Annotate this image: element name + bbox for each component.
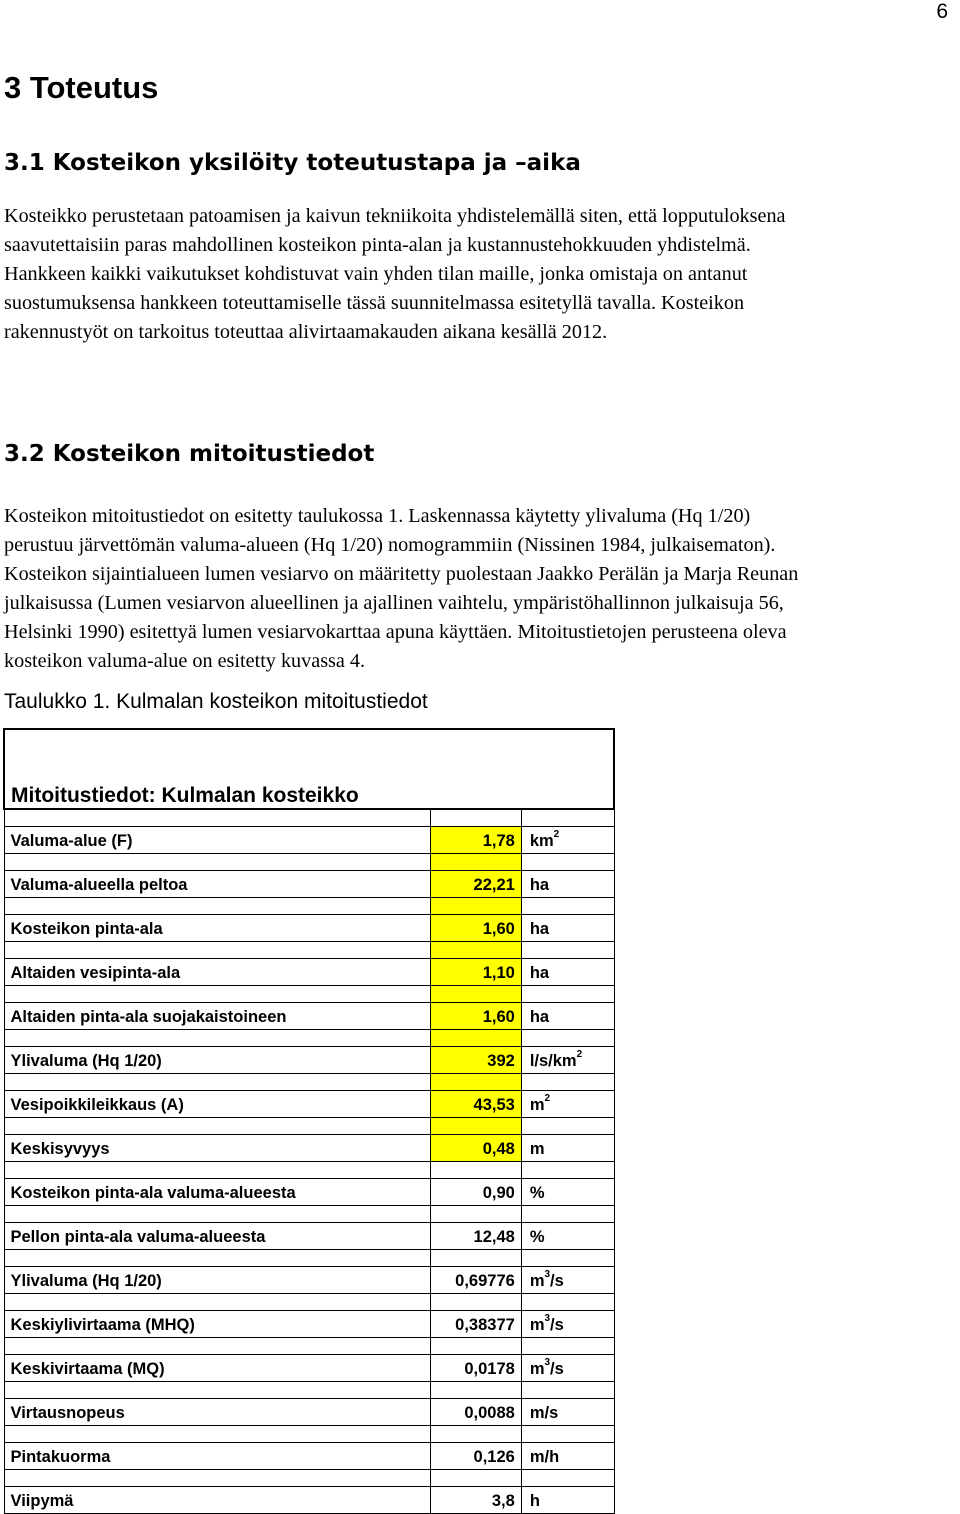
unit-text: m — [529, 1272, 545, 1290]
paragraph-toteutustapa — [4, 202, 958, 347]
spacer-cell — [521, 1470, 614, 1487]
row-spacer — [4, 1162, 614, 1179]
row-spacer — [4, 1338, 614, 1355]
unit-text: % — [529, 1228, 545, 1246]
row-value: 1,60 — [431, 915, 522, 942]
row-value: 0,69776 — [431, 1267, 522, 1294]
row-label: Vesipoikkileikkaus (A) — [4, 1091, 431, 1118]
unit-suffix: /s — [550, 1360, 564, 1378]
spacer-cell — [4, 942, 431, 959]
spacer-cell — [521, 854, 614, 871]
paragraph-line: julkaisussa (Lumen vesiarvon alueellinen ja ajallinen vaihtelu, ympäristöhallinnon julkaisuja 56, — [4, 592, 784, 614]
paragraph-line: Kosteikon mitoitustiedot on esitetty taulukossa 1. Laskennassa käytetty ylivaluma (Hq 1/20) — [4, 505, 751, 527]
row-unit — [521, 959, 614, 986]
unit-text: m/s — [529, 1404, 559, 1422]
table-row — [4, 959, 614, 986]
spacer-cell — [431, 942, 522, 959]
row-label: Kosteikon pinta-ala — [4, 915, 431, 942]
row-value: 12,48 — [431, 1223, 522, 1250]
row-unit — [521, 1443, 614, 1470]
unit-text: % — [529, 1184, 545, 1202]
spacer-cell — [431, 1338, 522, 1355]
row-spacer — [4, 942, 614, 959]
spacer-cell — [431, 898, 522, 915]
spacer-cell — [521, 1162, 614, 1179]
spacer-cell — [521, 1338, 614, 1355]
spacer-cell — [431, 1250, 522, 1267]
table-row — [4, 1443, 614, 1470]
row-unit — [521, 1047, 614, 1074]
unit-suffix: /s — [550, 1316, 564, 1334]
row-label: Ylivaluma (Hq 1/20) — [4, 1267, 431, 1294]
spacer-cell — [431, 1162, 522, 1179]
table-row — [4, 915, 614, 942]
unit-exponent: 3 — [544, 1269, 551, 1280]
table-header: Mitoitustiedot: Kulmalan kosteikko — [4, 729, 614, 809]
table-row — [4, 1091, 614, 1118]
spacer-cell — [4, 986, 431, 1003]
row-label: Altaiden vesipinta-ala — [4, 959, 431, 986]
spacer-cell — [431, 1030, 522, 1047]
spacer-cell — [431, 986, 522, 1003]
unit-text: m — [529, 1316, 545, 1334]
row-spacer — [4, 898, 614, 915]
row-label: Kosteikon pinta-ala valuma-alueesta — [4, 1179, 431, 1206]
unit-text: m — [529, 1140, 545, 1158]
paragraph-line: rakennustyöt on tarkoitus toteuttaa alivirtaamakauden aikana kesällä 2012. — [4, 321, 608, 343]
spacer-cell — [521, 809, 614, 827]
row-label: Keskivirtaama (MQ) — [4, 1355, 431, 1382]
table-row — [4, 1179, 614, 1206]
table-row — [4, 1355, 614, 1382]
spacer-cell — [521, 942, 614, 959]
row-label: Pellon pinta-ala valuma-alueesta — [4, 1223, 431, 1250]
row-unit — [521, 827, 614, 854]
spacer-cell — [4, 809, 431, 827]
table-row — [4, 1311, 614, 1338]
spacer-cell — [431, 1426, 522, 1443]
row-spacer — [4, 1294, 614, 1311]
row-value: 0,0088 — [431, 1399, 522, 1426]
table-row — [4, 1003, 614, 1030]
row-unit — [521, 1135, 614, 1162]
spacer-cell — [4, 1030, 431, 1047]
unit-exponent: 3 — [544, 1313, 551, 1324]
row-unit — [521, 1179, 614, 1206]
row-unit — [521, 1355, 614, 1382]
spacer-cell — [4, 1338, 431, 1355]
spacer-cell — [4, 1074, 431, 1091]
spacer-cell — [4, 1250, 431, 1267]
row-label: Keskisyvyys — [4, 1135, 431, 1162]
table-row — [4, 1047, 614, 1074]
section-title-3-1: 3.1 Kosteikon yksilöity toteutustapa ja –aika — [4, 150, 581, 176]
spacer-cell — [4, 1162, 431, 1179]
row-value: 392 — [431, 1047, 522, 1074]
row-spacer — [4, 1426, 614, 1443]
page-number: 6 — [936, 0, 948, 23]
spacer-cell — [431, 1294, 522, 1311]
row-unit — [521, 871, 614, 898]
paragraph-line: perustuu järvettömän valuma-alueen (Hq 1/20) nomogrammiin (Nissinen 1984, julkaisematon). — [4, 534, 776, 556]
row-value: 0,126 — [431, 1443, 522, 1470]
table-header-row — [4, 729, 614, 809]
spacer-cell — [431, 809, 522, 827]
spacer-cell — [521, 1294, 614, 1311]
chapter-title: 3 Toteutus — [4, 70, 159, 105]
spacer-cell — [431, 1470, 522, 1487]
row-value: 43,53 — [431, 1091, 522, 1118]
spacer-cell — [4, 1294, 431, 1311]
row-label: Valuma-alueella peltoa — [4, 871, 431, 898]
paragraph-mitoitustiedot — [4, 502, 958, 676]
spacer-cell — [521, 1206, 614, 1223]
spacer-cell — [521, 1426, 614, 1443]
table-row — [4, 1487, 614, 1514]
row-value: 3,8 — [431, 1487, 522, 1514]
spacer-cell — [4, 1470, 431, 1487]
paragraph-line: Helsinki 1990) esitettyä lumen vesiarvokarttaa apuna käyttäen. Mitoitustietojen perusteena oleva — [4, 621, 787, 643]
row-spacer — [4, 1382, 614, 1399]
unit-text: ha — [529, 876, 550, 894]
row-value: 0,0178 — [431, 1355, 522, 1382]
paragraph-line: Kosteikon sijaintialueen lumen vesiarvo on määritetty puolestaan Jaakko Perälän ja Marja Reunan — [4, 563, 799, 585]
row-unit — [521, 1003, 614, 1030]
spacer-cell — [4, 1118, 431, 1135]
unit-text: m — [529, 1360, 545, 1378]
row-unit — [521, 915, 614, 942]
unit-text: m — [529, 1096, 545, 1114]
paragraph-line: Hankkeen kaikki vaikutukset kohdistuvat vain yhden tilan maille, jonka omistaja on antanut — [4, 263, 748, 285]
spacer-cell — [521, 1382, 614, 1399]
row-label: Ylivaluma (Hq 1/20) — [4, 1047, 431, 1074]
row-label: Altaiden pinta-ala suojakaistoineen — [4, 1003, 431, 1030]
paragraph-line: suostumuksensa hankkeen toteuttamiselle tässä suunnitelmassa esitetyllä tavalla. Kosteikon — [4, 292, 745, 314]
row-value: 0,38377 — [431, 1311, 522, 1338]
row-value: 1,60 — [431, 1003, 522, 1030]
row-unit — [521, 1091, 614, 1118]
row-spacer — [4, 809, 614, 827]
spacer-cell — [521, 1250, 614, 1267]
spacer-cell — [4, 1426, 431, 1443]
unit-text: ha — [529, 920, 550, 938]
spacer-cell — [4, 898, 431, 915]
row-spacer — [4, 854, 614, 871]
paragraph-line: kosteikon valuma-alue on esitetty kuvassa 4. — [4, 650, 366, 672]
unit-exponent: 2 — [544, 1093, 551, 1104]
row-label: Keskiylivirtaama (MHQ) — [4, 1311, 431, 1338]
unit-text: ha — [529, 964, 550, 982]
dimensions-table — [3, 728, 615, 1514]
spacer-cell — [431, 854, 522, 871]
table-row — [4, 1223, 614, 1250]
spacer-cell — [431, 1074, 522, 1091]
row-unit — [521, 1311, 614, 1338]
spacer-cell — [4, 1382, 431, 1399]
unit-exponent: 2 — [576, 1049, 583, 1060]
row-spacer — [4, 1118, 614, 1135]
table-row — [4, 1399, 614, 1426]
spacer-cell — [521, 1074, 614, 1091]
row-value: 0,48 — [431, 1135, 522, 1162]
spacer-cell — [521, 1030, 614, 1047]
spacer-cell — [4, 854, 431, 871]
row-unit — [521, 1399, 614, 1426]
unit-text: ha — [529, 1008, 550, 1026]
table-row — [4, 1135, 614, 1162]
unit-text: km — [529, 832, 554, 850]
row-value: 0,90 — [431, 1179, 522, 1206]
spacer-cell — [521, 1118, 614, 1135]
row-unit — [521, 1267, 614, 1294]
paragraph-line: saavutettaisiin paras mahdollinen kosteikon pinta-alan ja kustannustehokkuuden yhdistelmä. — [4, 234, 751, 256]
section-title-3-2: 3.2 Kosteikon mitoitustiedot — [4, 441, 375, 467]
unit-text: m/h — [529, 1448, 560, 1466]
row-label: Pintakuorma — [4, 1443, 431, 1470]
unit-suffix: /s — [550, 1272, 564, 1290]
table-row — [4, 871, 614, 898]
row-value: 1,78 — [431, 827, 522, 854]
table-caption: Taulukko 1. Kulmalan kosteikon mitoitustiedot — [4, 690, 428, 713]
spacer-cell — [521, 898, 614, 915]
spacer-cell — [431, 1118, 522, 1135]
spacer-cell — [431, 1382, 522, 1399]
row-label: Viipymä — [4, 1487, 431, 1514]
spacer-cell — [521, 986, 614, 1003]
row-label: Virtausnopeus — [4, 1399, 431, 1426]
unit-exponent: 3 — [544, 1357, 551, 1368]
row-spacer — [4, 1250, 614, 1267]
row-unit — [521, 1223, 614, 1250]
row-value: 22,21 — [431, 871, 522, 898]
unit-text: l/s/km — [529, 1052, 577, 1070]
row-value: 1,10 — [431, 959, 522, 986]
row-spacer — [4, 986, 614, 1003]
row-unit — [521, 1487, 614, 1514]
row-spacer — [4, 1030, 614, 1047]
row-spacer — [4, 1470, 614, 1487]
paragraph-line: Kosteikko perustetaan patoamisen ja kaivun tekniikoita yhdistelemällä siten, että lopputuloksena — [4, 205, 786, 227]
spacer-cell — [4, 1206, 431, 1223]
spacer-cell — [431, 1206, 522, 1223]
table-row — [4, 827, 614, 854]
row-spacer — [4, 1206, 614, 1223]
row-label: Valuma-alue (F) — [4, 827, 431, 854]
unit-exponent: 2 — [553, 829, 560, 840]
row-spacer — [4, 1074, 614, 1091]
unit-text: h — [529, 1492, 540, 1510]
table-row — [4, 1267, 614, 1294]
